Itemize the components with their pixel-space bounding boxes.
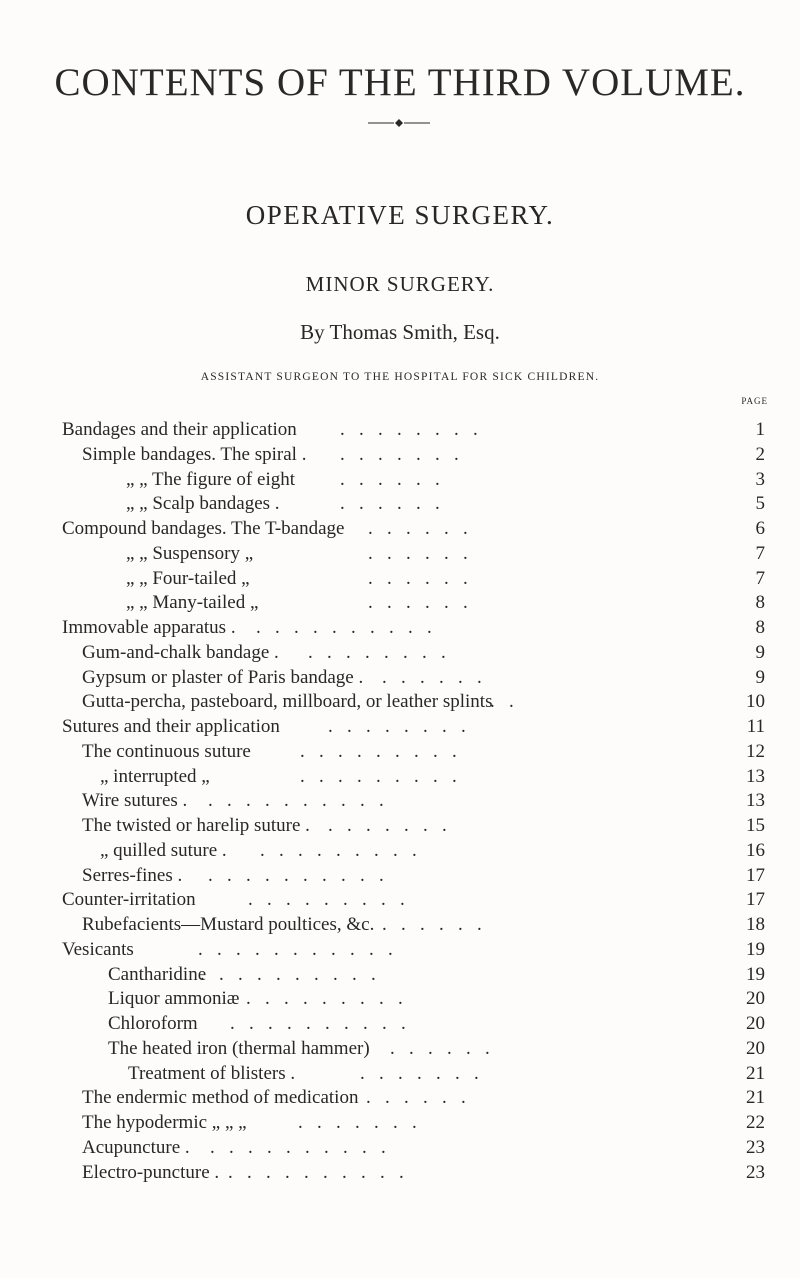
toc-entry-title: The continuous suture [82,740,251,762]
toc-entry-page: 16 [746,839,765,861]
toc-entry-title: Wire sutures . [82,790,188,812]
toc-entry-page: 8 [755,617,765,638]
toc-entry-title: „ interrupted „ [100,765,210,787]
toc-dot-leader: . . [490,691,514,713]
author-role: ASSISTANT SURGEON TO THE HOSPITAL FOR SICK CHILDREN. [200,371,600,383]
toc-entry-page: 15 [746,815,765,836]
toc-entry-page: 10 [746,691,765,713]
toc-entry-title: Liquor ammoniæ [108,988,240,1010]
toc-dot-leader: . . . . . . [390,1037,490,1059]
toc-entry [0,1136,800,1161]
toc-entry [0,765,800,790]
toc-entry [0,616,800,641]
toc-entry-title: Serres-fines . [82,864,183,886]
toc-entry [0,1062,800,1087]
toc-entry [0,864,800,889]
toc-entry-page: 5 [755,493,765,515]
toc-entry-title: „ „ The figure of eight [126,468,295,490]
toc-entry [0,418,800,443]
toc-entry-title: „ „ Scalp bandages . [126,493,280,515]
toc-entry-page: 13 [746,790,765,812]
toc-entry-title: The heated iron (thermal hammer) [108,1037,370,1059]
toc-entry [0,517,800,542]
toc-entry-page: 7 [755,567,765,589]
toc-dot-leader: . . . . . . [368,518,468,539]
toc-dot-leader: . . . . . . . . [328,716,466,737]
toc-entry-page: 12 [746,740,765,762]
toc-entry-title: The endermic method of medication [82,1087,359,1109]
toc-dot-leader: . . . . . . . [328,815,447,836]
toc-entry-page: 20 [746,1013,765,1034]
toc-dot-leader: . . . . . . . . . [260,839,417,861]
toc-entry [0,492,800,517]
toc-dot-leader: . . . . . . . . . . [228,1161,404,1183]
toc-entry [0,1161,800,1186]
toc-entry-title: „ quilled suture . [100,839,227,861]
toc-entry [0,468,800,493]
toc-dot-leader: . . . . . . . . . [248,889,405,911]
toc-dot-leader: . . . . . . . [340,443,459,465]
toc-entry-title: Bandages and their application [62,419,297,440]
toc-entry-page: 1 [755,419,765,440]
toc-dot-leader: . . . . . . [368,592,468,614]
toc-entry-title: Gypsum or plaster of Paris bandage . [82,666,364,688]
toc-dot-leader: . . . . . . . . . . [230,1013,406,1034]
toc-entry [0,542,800,567]
toc-entry-page: 19 [746,963,765,985]
toc-dot-leader: . . . . . . . . . . [208,790,384,812]
toc-dot-leader: . . . . . . . . . . [210,1136,386,1158]
toc-entry-page: 21 [746,1062,765,1084]
toc-entry-title: Counter-irritation [62,889,196,911]
table-of-contents [0,418,800,1185]
toc-entry-page: 17 [746,864,765,886]
toc-entry-page: 17 [746,889,765,911]
toc-entry-title: Cantharidine [108,963,207,985]
toc-entry-title: Treatment of blisters . [128,1062,296,1084]
toc-entry [0,1086,800,1111]
toc-dot-leader: . . . . . . [340,493,440,515]
toc-entry-page: 8 [755,592,765,614]
toc-entry [0,591,800,616]
author-line: By Thomas Smith, Esq. [300,320,500,344]
toc-entry-title: The twisted or harelip suture . [82,815,310,836]
toc-entry-page: 7 [755,542,765,564]
toc-entry [0,963,800,988]
toc-dot-leader: . . . . . . [340,468,440,490]
toc-entry [0,715,800,740]
toc-entry [0,888,800,913]
toc-entry-title: Immovable apparatus . [62,617,236,638]
toc-dot-leader: . . . . . . [382,666,482,688]
toc-entry [0,1111,800,1136]
part-title: OPERATIVE SURGERY. [245,200,555,230]
toc-entry-title: Gum-and-chalk bandage . [82,641,279,663]
toc-entry-page: 20 [746,988,765,1010]
toc-entry [0,641,800,666]
toc-entry [0,567,800,592]
toc-dot-leader: . . . . . . . . . . [256,617,432,638]
toc-dot-leader: . . . . . . . . [308,641,446,663]
toc-entry-title: Simple bandages. The spiral . [82,443,307,465]
toc-entry [0,987,800,1012]
section-title: MINOR SURGERY. [305,272,495,296]
toc-dot-leader: . . . . . . [366,1087,466,1109]
toc-entry [0,913,800,938]
toc-dot-leader: . . . . . . [368,567,468,589]
toc-entry [0,443,800,468]
toc-entry-title: Acupuncture . [82,1136,190,1158]
toc-dot-leader: . . . . . . . [360,1062,479,1084]
toc-entry-page: 9 [755,641,765,663]
toc-entry [0,1037,800,1062]
toc-dot-leader: . . . . . . . . . . [208,864,384,886]
toc-entry-title: Chloroform [108,1013,198,1034]
toc-entry-page: 3 [755,468,765,490]
volume-title: CONTENTS OF THE THIRD VOLUME. [54,61,746,104]
title-rule-ornament [368,118,430,128]
toc-dot-leader: . . . . . . . . [340,419,478,440]
toc-entry-title: Vesicants [62,938,134,960]
toc-entry-page: 18 [746,914,765,935]
toc-entry-page: 19 [746,938,765,960]
toc-dot-leader: . . . . . . . . . [246,988,403,1010]
toc-dot-leader: . . . . . . [368,542,468,564]
toc-entry-title: „ „ Suspensory „ [126,542,254,564]
toc-entry-title: „ „ Four-tailed „ [126,567,250,589]
toc-dot-leader: . . . . . . . [298,1112,417,1133]
toc-entry-page: 9 [755,666,765,688]
toc-entry-page: 20 [746,1037,765,1059]
toc-dot-leader: . . . . . . . . . [300,740,457,762]
page-column-label: PAGE [741,396,768,406]
toc-dot-leader: . . . . . . . . . [300,765,457,787]
toc-entry-title: The hypodermic „ „ „ [82,1112,247,1133]
toc-entry [0,740,800,765]
toc-entry [0,666,800,691]
toc-entry-title: Sutures and their application [62,716,280,737]
toc-entry [0,690,800,715]
toc-entry-page: 11 [746,716,765,737]
toc-entry-page: 6 [755,518,765,539]
toc-entry [0,938,800,963]
toc-entry [0,839,800,864]
toc-entry [0,789,800,814]
toc-dot-leader: . . . . . . . . . . . [198,938,393,960]
toc-entry [0,1012,800,1037]
toc-entry-title: Rubefacients—Mustard poultices, &c. [82,914,375,935]
toc-entry-page: 21 [746,1087,765,1109]
toc-entry-title: Gutta-percha, pasteboard, millboard, or leather splints [82,691,493,713]
toc-entry-page: 23 [746,1136,765,1158]
toc-entry-page: 23 [746,1161,765,1183]
toc-entry-page: 2 [755,443,765,465]
toc-entry-title: „ „ Many-tailed „ [126,592,259,614]
toc-entry [0,814,800,839]
toc-dot-leader: . . . . . . . . . . [200,963,376,985]
toc-entry-title: Compound bandages. The T-bandage [62,518,345,539]
toc-entry-page: 13 [746,765,765,787]
toc-entry-title: Electro-puncture . [82,1161,220,1183]
toc-dot-leader: . . . . . . [382,914,482,935]
toc-entry-page: 22 [746,1112,765,1133]
